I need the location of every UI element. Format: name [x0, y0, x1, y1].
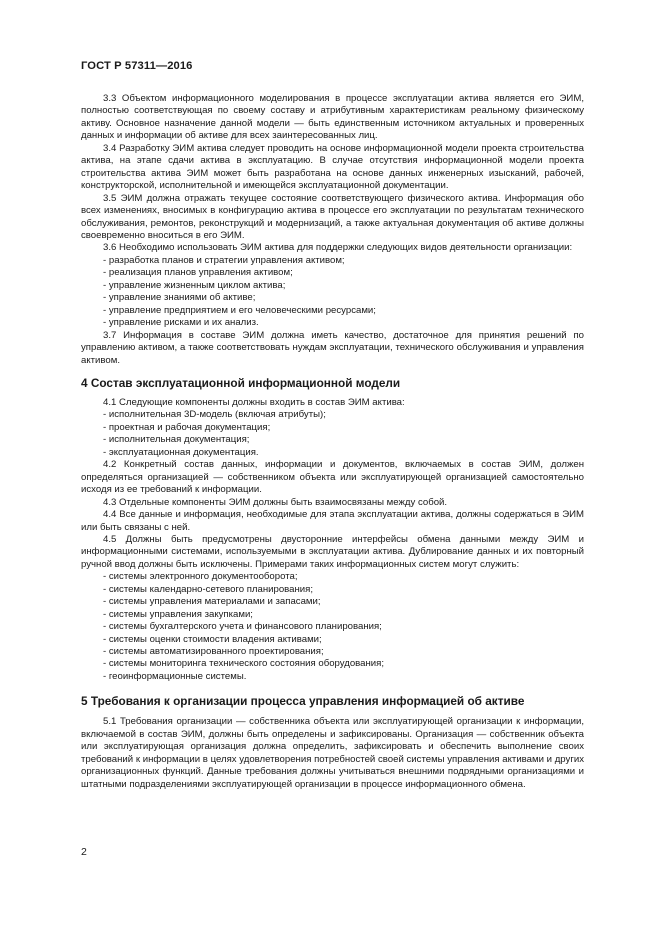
page-number: 2 — [81, 846, 87, 858]
list-item: - геоинформационные системы. — [103, 670, 247, 682]
list-item: - системы календарно-сетевого планирования; — [103, 583, 314, 595]
paragraph-3-6: 3.6 Необходимо использовать ЭИМ актива для поддержки следующих видов деятельности организации: — [103, 242, 573, 254]
list-item: - системы электронного документооборота; — [103, 571, 298, 583]
list-item: - реализация планов управления активом; — [103, 267, 293, 279]
list-item: - исполнительная 3D-модель (включая атрибуты); — [103, 409, 326, 421]
paragraph-3-4: 3.4 Разработку ЭИМ актива следует проводить на основе информационной модели проекта строительства актива, на этапе сдачи актива в эксплуатацию. В случае отсутствия информационной модели проекта строительства актива ЭИМ может быть разработана на основе данных инженерных изысканий, рабочей, конструкторской, исполнительной и имеющейся эксплуатационной документации. — [81, 142, 584, 192]
section-5-heading: 5 Требования к организации процесса управления информацией об активе — [81, 694, 525, 709]
list-item: - системы мониторинга технического состояния оборудования; — [103, 658, 385, 670]
page-body — [81, 93, 584, 791]
list-item: - системы управления материалами и запасами; — [103, 596, 321, 608]
paragraph-3-7: 3.7 Информация в составе ЭИМ должна иметь качество, достаточное для принятия решений по управлению активом, а также соответствовать нуждам эксплуатации, технического обслуживания и управления активом. — [81, 329, 584, 366]
list-item: - проектная и рабочая документация; — [103, 421, 271, 433]
paragraph-3-5: 3.5 ЭИМ должна отражать текущее состояние соответствующего физического актива. Информация обо всех изменениях, вносимых в конфигурацию актива в процессе его эксплуатации по результатам технического обслуживания, ремонтов, реконструкций и модернизаций, а также актуальная документация об активе должны своевременно вноситься в его ЭИМ. — [81, 192, 584, 241]
list-item: - управление жизненным циклом актива; — [103, 279, 286, 291]
paragraph-4-2: 4.2 Конкретный состав данных, информации и документов, включаемых в состав ЭИМ, должен определяться организацией — собственником объекта или эксплуатирующей организацией самостоятельно исходя из ее требований к информации. — [81, 459, 584, 496]
list-item: - системы автоматизированного проектирования; — [103, 646, 324, 658]
section-4-heading: 4 Состав эксплуатационной информационной модели — [81, 375, 401, 390]
list-item: - управление предприятием и его человеческими ресурсами; — [103, 304, 376, 316]
paragraph-3-3: 3.3 Объектом информационного моделирования в процессе эксплуатации актива является его ЭИМ, полностью соответствующая по своему составу и атрибутивным характеристикам реальному физическому активу. Основное назначение данной модели — быть единственным источником актуальных и проверенных данных и информации об активе для всех заинтересованных лиц. — [81, 93, 584, 142]
paragraph-5-1: 5.1 Требования организации — собственника объекта или эксплуатирующей организации к информации, включаемой в состав ЭИМ, должны быть определены и зафиксированы. Организация — собственник объекта или эксплуатирующая организация должна определить, зафиксировать и обеспечить выполнение своих требований к информации в целях удовлетворения потребностей своей системы управления активами и других организационных функций. Данные требования должны учитываться внешними подрядными организациями и штатными подразделениями эксплуатирующей организации в процессе информационного обмена. — [81, 716, 584, 790]
list-item: - исполнительная документация; — [103, 434, 250, 446]
document-header: ГОСТ Р 57311—2016 — [81, 60, 193, 72]
list-item: - системы управления закупками; — [103, 608, 253, 620]
paragraph-4-3: 4.3 Отдельные компоненты ЭИМ должны быть взаимосвязаны между собой. — [103, 496, 448, 508]
paragraph-4-1: 4.1 Следующие компоненты должны входить в состав ЭИМ актива: — [103, 396, 405, 408]
list-item: - управление рисками и их анализ. — [103, 317, 259, 329]
list-item: - системы бухгалтерского учета и финансового планирования; — [103, 621, 382, 633]
paragraph-4-5: 4.5 Должны быть предусмотрены двусторонние интерфейсы обмена данными между ЭИМ и информационными системами, используемыми в эксплуатации актива. Дублирование данных и их повторный ручной ввод должны быть исключены. Примерами таких информационных систем могут служить: — [81, 533, 584, 570]
list-item: - управление знаниями об активе; — [103, 292, 256, 304]
list-item: - разработка планов и стратегии управления активом; — [103, 254, 345, 266]
paragraph-4-4: 4.4 Все данные и информация, необходимые для этапа эксплуатации актива, должны содержаться в ЭИМ или быть связаны с ней. — [81, 509, 584, 533]
list-item: - системы оценки стоимости владения активами; — [103, 633, 322, 645]
list-item: - эксплуатационная документация. — [103, 446, 259, 458]
